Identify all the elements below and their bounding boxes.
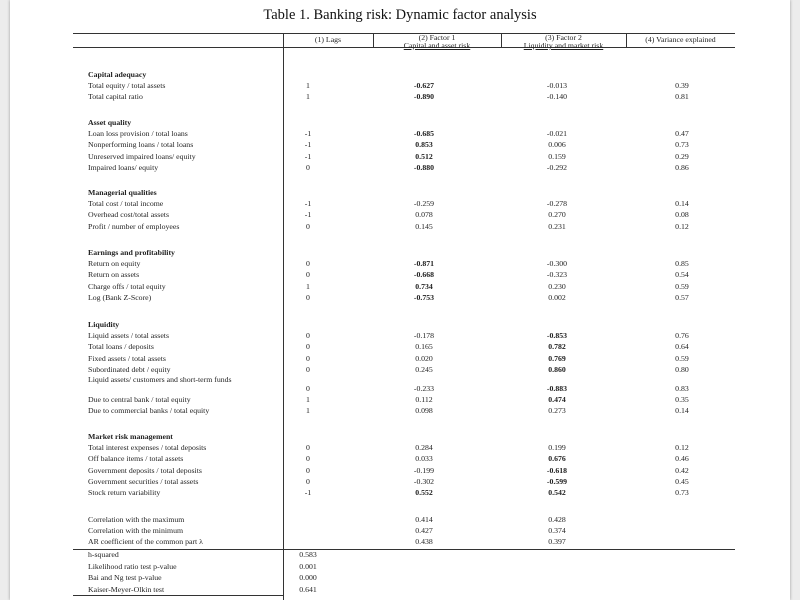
col-header-factor2: (3) Factor 2 [545,33,582,42]
factor2-loading: 0.860 [548,364,566,374]
lag-value: 0 [306,454,310,464]
row-label: Profit / number of employees [88,221,180,231]
factor1-loading: -0.233 [413,384,435,393]
factor2-correlation: 0.397 [548,537,566,546]
row-label: Nonperforming loans / total loans [88,140,194,150]
row-label: Government securities / total assets [88,476,199,486]
factor2-loading: -0.013 [546,81,568,91]
row-label: Return on assets [88,270,140,280]
factor1-loading: 0.078 [415,210,433,220]
lag-value: 0 [306,221,310,231]
test-label: Bai and Ng test p-value [88,573,162,582]
factor1-loading: -0.627 [413,81,435,91]
lag-value: 0 [306,259,310,269]
factor1-loading: 0.098 [415,406,433,416]
factor1-correlation: 0.414 [415,515,433,524]
row-label: Impaired loans/ equity [88,162,159,172]
document-page [10,0,790,600]
variance-explained: 0.54 [675,270,689,280]
factor2-loading: 0.006 [548,140,566,150]
factor2-loading: 0.199 [548,443,566,453]
test-label: Likelihood ratio test p-value [88,561,177,571]
factor2-correlation: 0.428 [548,515,566,524]
factor2-loading: 0.474 [548,395,566,405]
lag-value: 1 [306,406,310,416]
lag-value: 0 [306,465,310,475]
factor2-loading: 0.782 [548,342,566,352]
factor1-correlation: 0.427 [415,526,433,535]
lag-value: 0 [306,331,310,341]
test-label: Kaiser-Meyer-Olkin test [88,584,165,594]
row-label: Due to central bank / total equity [88,395,191,405]
variance-explained: 0.85 [675,259,689,269]
row-label: Total equity / total assets [88,81,166,91]
lag-value: 0 [306,353,310,363]
lag-value: -1 [304,151,312,161]
test-label: h-squared [88,550,119,559]
variance-explained: 0.59 [675,281,689,291]
row-label: Subordinated debt / equity [88,364,171,374]
lag-value: 0 [306,476,310,486]
factor2-loading: 0.769 [548,353,566,363]
variance-explained: 0.14 [675,199,689,209]
variance-explained: 0.39 [675,81,689,91]
factor1-loading: 0.552 [415,488,433,497]
factor1-loading: -0.302 [413,476,435,486]
lag-value: 1 [306,92,310,102]
row-label: Stock return variability [88,488,161,497]
factor2-loading: -0.292 [546,162,568,172]
variance-explained: 0.73 [675,488,689,497]
factor2-loading: 0.230 [548,281,566,291]
factor1-loading: -0.880 [413,162,435,172]
row-label: Total capital ratio [88,92,143,102]
variance-explained: 0.45 [675,476,689,486]
factor1-loading: -0.668 [413,270,435,280]
col-header-variance: (4) Variance explained [645,35,716,44]
test-value: 0.641 [299,584,317,594]
variance-explained: 0.81 [675,92,689,102]
variance-explained: 0.47 [675,129,689,139]
variance-explained: 0.57 [675,292,689,302]
variance-explained: 0.12 [675,443,689,453]
section-heading: Managerial qualities [88,188,157,197]
variance-explained: 0.86 [675,162,689,172]
test-value: 0.001 [299,561,317,571]
factor1-loading: 0.284 [415,443,433,453]
lag-value: 0 [306,342,310,352]
variance-explained: 0.80 [675,364,689,374]
factor2-loading: -0.883 [546,384,568,393]
row-label: Fixed assets / total assets [88,353,166,363]
lag-value: -1 [304,129,312,139]
factor1-loading: -0.178 [413,331,435,341]
row-label: Due to commercial banks / total equity [88,406,210,416]
row-label: Unreserved impaired loans/ equity [88,151,196,161]
lag-value: 1 [306,395,310,405]
row-label: Total loans / deposits [88,342,154,352]
row-label: Liquid assets / total assets [88,331,169,341]
factor2-loading: 0.270 [548,210,566,220]
factor2-loading: 0.159 [548,151,566,161]
lag-value: -1 [304,140,312,150]
factor2-loading: 0.542 [548,488,566,497]
factor1-correlation: 0.438 [415,537,433,546]
row-label: Government deposits / total deposits [88,465,202,475]
factor1-loading: 0.112 [415,395,433,405]
section-heading: Asset quality [88,118,132,127]
factor1-loading: 0.245 [415,364,433,374]
factor1-loading: 0.020 [415,353,433,363]
factor1-loading: 0.145 [415,221,433,231]
col-header-factor2-sub: Liquidity and market risk [523,41,604,50]
lag-value: 0 [306,443,310,453]
table-title: Table 1. Banking risk: Dynamic factor analysis [263,7,537,23]
factor2-loading: -0.618 [546,465,568,475]
row-label: Log (Bank Z-Score) [88,292,152,302]
variance-explained: 0.59 [675,353,689,363]
factor1-loading: 0.165 [415,342,433,352]
factor2-loading: -0.140 [546,92,568,102]
col-header-lags: (1) Lags [314,35,342,44]
factor1-loading: 0.853 [415,140,433,150]
factor1-loading: -0.871 [413,259,435,269]
col-header-factor1-sub: Capital and asset risk [403,41,471,50]
column-divider [283,33,284,600]
factor2-loading: -0.323 [546,270,568,280]
lag-value: 1 [306,81,310,91]
row-label: Charge offs / total equity [88,281,166,291]
variance-explained: 0.64 [675,342,689,352]
factor1-loading: 0.512 [415,151,433,161]
factor2-loading: 0.002 [548,292,566,302]
lag-value: 0 [306,292,310,302]
variance-explained: 0.08 [675,210,689,220]
factor2-loading: 0.231 [548,221,566,231]
row-label: Return on equity [88,259,141,269]
factor1-loading: -0.199 [413,465,435,475]
test-value: 0.000 [299,573,317,582]
row-label: Total cost / total income [88,199,164,209]
factor1-loading: 0.734 [415,281,433,291]
section-heading: Earnings and profitability [88,248,175,257]
variance-explained: 0.12 [675,221,689,231]
factor2-loading: -0.853 [546,331,568,341]
factor1-loading: 0.033 [415,454,433,464]
factor1-loading: -0.685 [413,129,435,139]
variance-explained: 0.14 [675,406,689,416]
lag-value: -1 [304,210,312,220]
variance-explained: 0.35 [675,395,689,405]
correlation-label: Correlation with the minimum [88,526,184,535]
bottom-rule [73,549,735,550]
variance-explained: 0.29 [675,151,689,161]
variance-explained: 0.83 [675,384,689,393]
row-label: Off balance items / total assets [88,454,184,464]
factor2-loading: -0.278 [546,199,568,209]
row-label: Loan loss provision / total loans [88,129,188,139]
factor2-correlation: 0.374 [548,526,566,535]
variance-explained: 0.42 [675,465,689,475]
variance-explained: 0.73 [675,140,689,150]
correlation-label: Correlation with the maximum [88,515,185,524]
variance-explained: 0.76 [675,331,689,341]
factor2-loading: 0.676 [548,454,566,464]
section-heading: Market risk management [88,432,173,441]
factor2-loading: -0.021 [546,129,568,139]
test-value: 0.583 [299,550,317,559]
lag-value: 0 [306,364,310,374]
factor2-loading: -0.599 [546,476,568,486]
lag-value: 0 [306,162,310,172]
tests-rule [73,595,283,596]
correlation-label: AR coefficient of the common part λ [88,537,203,546]
row-label: Overhead cost/total assets [88,210,169,220]
factor2-loading: -0.300 [546,259,568,269]
factor1-loading: -0.753 [413,292,435,302]
lag-value: 1 [306,281,310,291]
factor2-loading: 0.273 [548,406,566,416]
lag-value: -1 [304,488,312,497]
section-heading: Capital adequacy [88,70,147,79]
col-header-factor1: (2) Factor 1 [418,33,456,42]
lag-value: 0 [306,384,310,393]
lag-value: 0 [306,270,310,280]
variance-explained: 0.46 [675,454,689,464]
row-label: Liquid assets/ customers and short-term funds [88,375,232,384]
factor1-loading: -0.890 [413,92,435,102]
section-heading: Liquidity [88,320,120,329]
factor1-loading: -0.259 [413,199,435,209]
lag-value: -1 [304,199,312,209]
row-label: Total interest expenses / total deposits [88,443,207,453]
